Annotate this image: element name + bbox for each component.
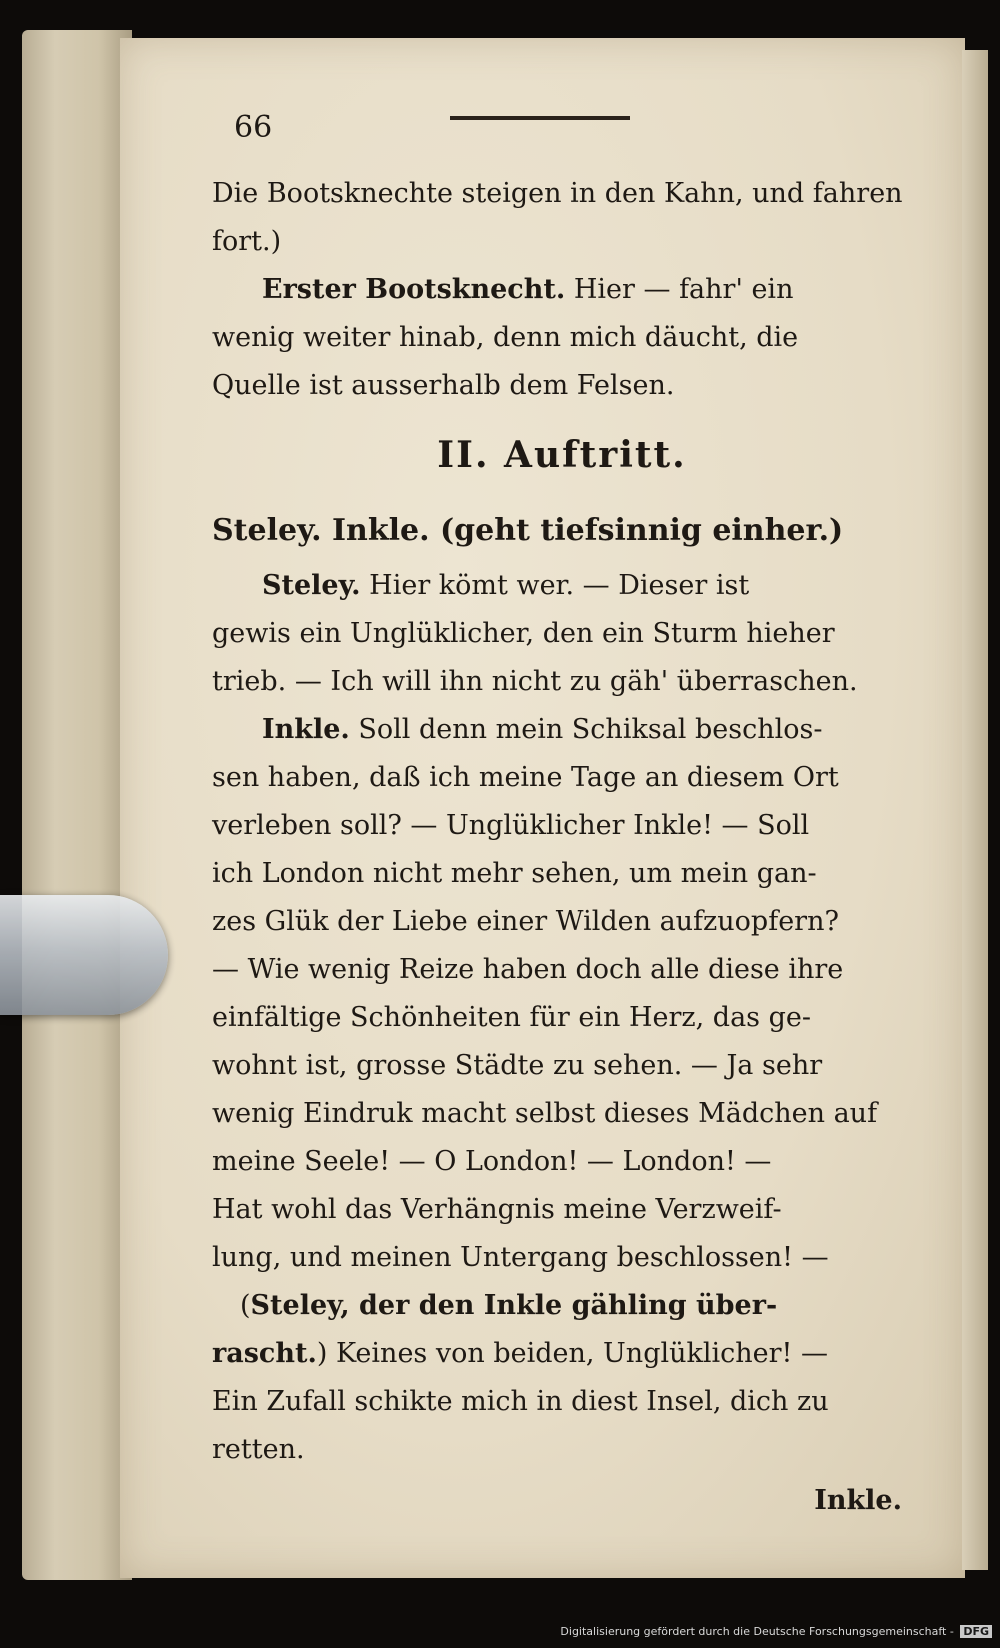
text-line — [212, 802, 912, 850]
line-text: sen haben, daß ich meine Tage an diesem Ort — [212, 762, 839, 793]
text-line — [212, 1138, 912, 1186]
scene-heading: II. Auftritt. — [437, 434, 687, 476]
line-text: — Wie wenig Reize haben doch alle diese ihre — [212, 954, 844, 985]
text-line — [212, 266, 912, 314]
text-lines-scene-ii — [212, 562, 912, 1474]
digitization-credit — [560, 1625, 992, 1638]
text-line — [212, 754, 912, 802]
page-clip — [0, 895, 168, 1015]
text-line — [212, 850, 912, 898]
speaker-name: Erster Bootsknecht. — [262, 274, 566, 305]
text-line — [212, 610, 912, 658]
line-text: Hat wohl das Verhängnis meine Verzweif- — [212, 1194, 782, 1225]
line-text: zes Glük der Liebe einer Wilden aufzuopfern? — [212, 906, 839, 937]
page-text — [212, 110, 912, 1528]
header-rule — [450, 116, 630, 120]
dfg-logo: DFG — [960, 1625, 992, 1638]
text-line — [212, 362, 912, 410]
line-text: ) Keines von beiden, Unglüklicher! — — [316, 1338, 828, 1369]
book-edge — [22, 30, 132, 1580]
text-line — [212, 218, 912, 266]
text-line — [212, 706, 912, 754]
text-line — [212, 1186, 912, 1234]
text-line — [212, 1426, 912, 1474]
line-text: wenig weiter hinab, denn mich däucht, die — [212, 322, 799, 353]
book-right-edge — [962, 50, 988, 1570]
line-text: Die Bootsknechte steigen in den Kahn, und fahren — [212, 178, 903, 209]
line-text: Quelle ist ausserhalb dem Felsen. — [212, 370, 675, 401]
speaker-name: Inkle. — [262, 714, 350, 745]
line-prefix: ( — [240, 1290, 251, 1321]
text-line — [212, 658, 912, 706]
line-text: gewis ein Unglüklicher, den ein Sturm hieher — [212, 618, 835, 649]
text-line — [212, 1090, 912, 1138]
line-text: retten. — [212, 1434, 305, 1465]
speaker-name: Steley. — [262, 570, 361, 601]
page-header — [212, 110, 912, 170]
credit-text: Digitalisierung gefördert durch die Deutsche Forschungsgemeinschaft - — [560, 1625, 954, 1638]
text-line — [212, 946, 912, 994]
line-text: Soll denn mein Schiksal beschlos- — [349, 714, 823, 745]
text-line — [212, 1378, 912, 1426]
line-text: lung, und meinen Untergang beschlossen! — — [212, 1242, 829, 1273]
line-text: einfältige Schönheiten für ein Herz, das ge- — [212, 1002, 811, 1033]
line-text: trieb. — Ich will ihn nicht zu gäh' überraschen. — [212, 666, 858, 697]
text-line — [212, 1042, 912, 1090]
text-line — [212, 1282, 912, 1330]
speaker-name: rascht. — [212, 1338, 317, 1369]
catchword: Inkle. — [814, 1485, 902, 1516]
line-text: verleben soll? — Unglüklicher Inkle! — Soll — [212, 810, 810, 841]
text-line — [212, 1330, 912, 1378]
line-text: Ein Zufall schikte mich in diest Insel, dich zu — [212, 1386, 829, 1417]
text-line — [212, 994, 912, 1042]
line-text: Hier kömt wer. — Dieser ist — [360, 570, 750, 601]
cast-line: Steley. Inkle. (geht tiefsinnig einher.) — [212, 513, 844, 548]
line-text: wohnt ist, grosse Städte zu sehen. — Ja sehr — [212, 1050, 823, 1081]
line-text: meine Seele! — O London! — London! — — [212, 1146, 772, 1177]
text-lines-scene-i — [212, 170, 912, 410]
line-text: wenig Eindruk macht selbst dieses Mädchen auf — [212, 1098, 878, 1129]
line-text: fort.) — [212, 226, 282, 257]
line-text: Hier — fahr' ein — [565, 274, 794, 305]
text-line — [212, 898, 912, 946]
text-line — [212, 170, 912, 218]
text-line — [212, 1234, 912, 1282]
text-line — [212, 562, 912, 610]
text-line — [212, 314, 912, 362]
line-text: ich London nicht mehr sehen, um mein gan- — [212, 858, 817, 889]
speaker-name: Steley, der den Inkle gähling über- — [250, 1290, 778, 1321]
page-number: 66 — [234, 110, 273, 145]
